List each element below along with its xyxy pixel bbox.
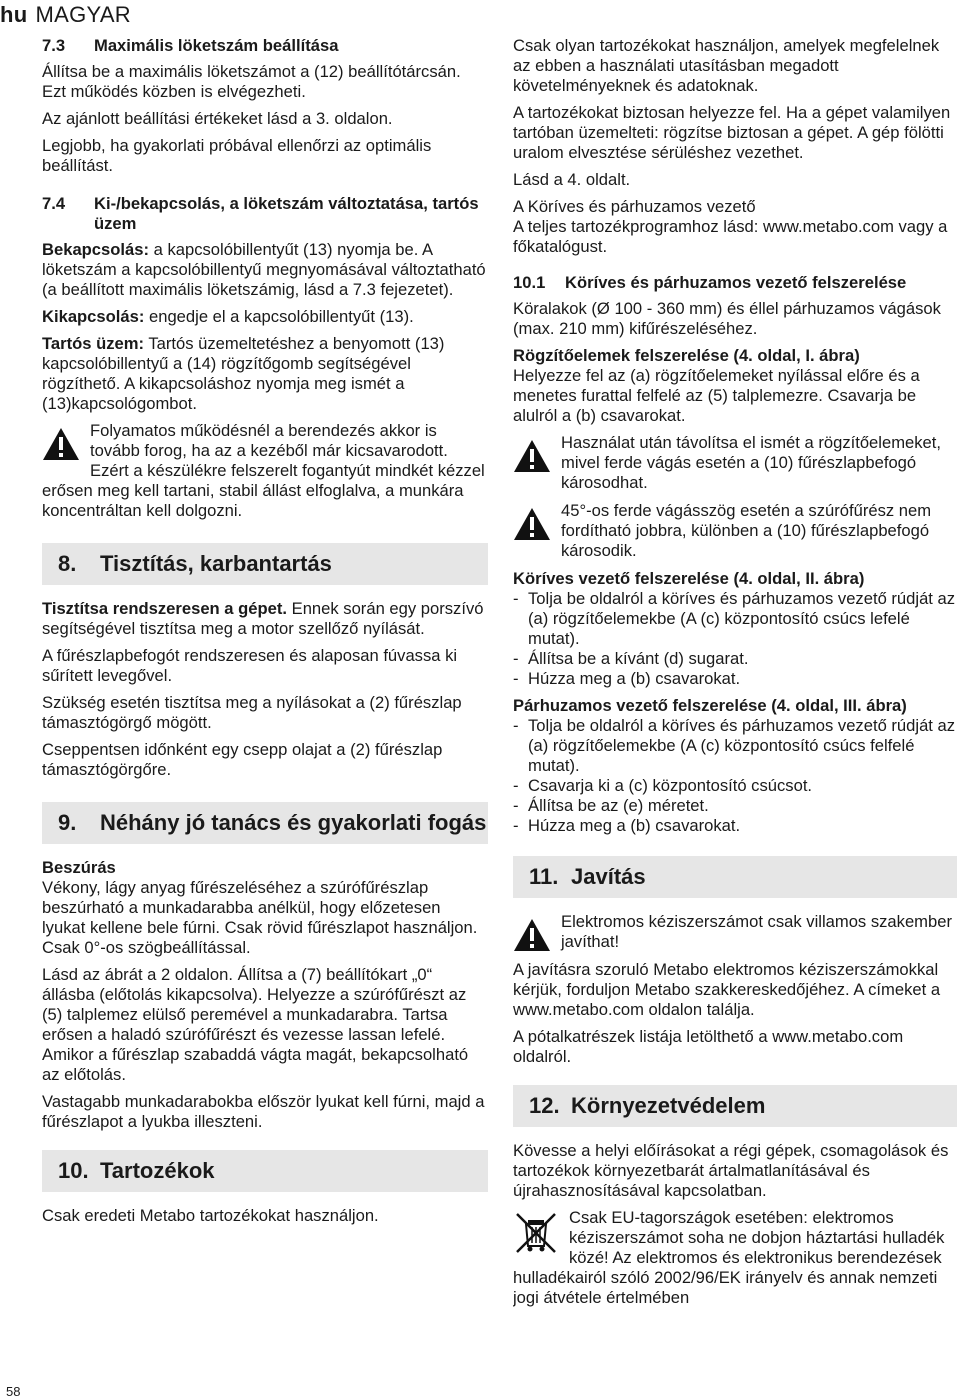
section-12-heading: 12. Környezetvédelem: [513, 1085, 957, 1127]
warning-block: 45°-os ferde vágásszög esetén a szúrófűrész nem fordítható jobbra, különben a (10) fűrészlapbefogó károsodik.: [513, 501, 957, 561]
section-11-heading: 11. Javítás: [513, 856, 957, 898]
subheading: Beszúrás: [42, 858, 116, 877]
language-code: hu: [0, 2, 28, 27]
paragraph: Legjobb, ha gyakorlati próbával ellenőrzi az optimális beállítást.: [42, 136, 432, 175]
paragraph: Vékony, lágy anyag fűrészeléséhez a szúrófűrészlap beszúrható a munkadarabba anélkül, hogy előzetesen lyukat kellene bele fúrni. Csak rövid fűrészlapot használjon. Csak 0°-os szögbeállítással.: [42, 878, 478, 957]
paragraph: Csak eredeti Metabo tartozékokat használjon.: [42, 1206, 379, 1225]
list-item: - Húzza meg a (b) csavarokat.: [513, 816, 741, 835]
paragraph: Köralakok (Ø 100 - 360 mm) és éllel párhuzamos vágások (max. 210 mm) kifűrészeléséhez.: [513, 299, 941, 338]
accessory-item: A Köríves és párhuzamos vezető: [513, 197, 756, 216]
warning-block: Folyamatos működésnél a berendezés akkor is tovább forog, ha az a kezéből már kicsavarodott. Ezért a készülékre felszerelt fogantyút mindkét kézzel erősen meg kell tartani, stabil állást elfoglalva, a munkára koncentráltan kell dolgozni.: [42, 421, 485, 520]
paragraph: A tartozékokat biztosan helyezze fel. Ha a gépet valamilyen tartóban üzemelteti: rögzítse biztosan a gépet. A gép fölötti uralom elvesztése sérüléshez vezethet.: [513, 103, 951, 162]
paragraph: Helyezze fel az (a) rögzítőelemeket nyílással előre és a menetes furattal felfelé az (5) talplemezre. Csavarja be alulról a (b) csavarokat.: [513, 366, 920, 425]
list-item: - Tolja be oldalról a köríves és párhuzamos vezető rúdját az (a) rögzítőelemekbe (A (c) központosító csúcs lefelé mutat).: [513, 589, 956, 648]
language-name: MAGYAR: [35, 2, 131, 27]
section-10-heading: 10. Tartozékok: [42, 1150, 488, 1192]
paragraph: Lásd az ábrát a 2 oldalon. Állítsa a (7) beállítókart „0“ állásba (előtolás kikapcsolva). Helyezze a szúrófűrészt az (5) talplemez elülső peremével a munkadarabra. Tartsa erősen a haladó szúrófűrészt és vezesse lassan lefelé. Amikor a fűrészlap szabaddá vágta magát, bekapcsolható az előtolás.: [42, 965, 469, 1084]
list-item: - Állítsa be a kívánt (d) sugarat.: [513, 649, 749, 668]
list-item: - Állítsa be az (e) méretet.: [513, 796, 709, 815]
warning-triangle-icon: [42, 427, 80, 461]
paragraph: Az ajánlott beállítási értékeket lásd a 3. oldalon.: [42, 109, 393, 128]
subheading: Rögzítőelemek felszerelése (4. oldal, I. ábra): [513, 346, 860, 365]
warning-triangle-icon: [513, 439, 551, 473]
crossed-bin-icon: [513, 1212, 559, 1254]
paragraph: Szükség esetén tisztítsa meg a nyílásokat a (2) fűrészlap támasztógörgő mögött.: [42, 693, 462, 732]
weee-notice: Csak EU-tagországok esetében: elektromos kéziszerszámot soha ne dobjon háztartási hulladék közé! Az elektromos és elektronikus berendezések hulladékairól szóló 2002/96/EK irányelv és annak nemzeti jogi átvétele értelmében: [513, 1208, 945, 1307]
paragraph: A teljes tartozékprogramhoz lásd: www.metabo.com vagy a főkatalógust.: [513, 217, 948, 256]
warning-triangle-icon: [513, 507, 551, 541]
warning-block: Elektromos kéziszerszámot csak villamos szakember javíthat!: [513, 912, 957, 954]
paragraph: A fűrészlapbefogót rendszeresen és alaposan fúvassa ki sűrített levegővel.: [42, 646, 458, 685]
paragraph: Vastagabb munkadarabokba először lyukat kell fúrni, majd a fűrészlapot a lyukba illeszteni.: [42, 1092, 485, 1131]
subheading: Párhuzamos vezető felszerelése (4. oldal, III. ábra): [513, 696, 907, 715]
warning-block: Használat után távolítsa el ismét a rögzítőelemeket, mivel ferde vágás esetén a (10) fűrészlapbefogó károsodhat.: [513, 433, 957, 493]
paragraph: Tisztítsa rendszeresen a gépet. Ennek során egy porszívó segítségével tisztítsa meg a motor szellőző nyílását.: [42, 599, 484, 638]
right-column: [513, 36, 957, 1308]
paragraph: A pótalkatrészek listája letölthető a www.metabo.com oldalról.: [513, 1027, 904, 1066]
paragraph-continuous: Tartós üzem: Tartós üzemeltetéshez a benyomott (13) kapcsolóbillentyű a (14) rögzítőgomb segítségével rögzíthető. A kikapcsoláshoz nyomja meg ismét a (13)kapcsológombot.: [42, 334, 445, 413]
section-7-4-heading: 7.4 Ki-/bekapcsolás, a löketszám változtatása, tartós üzem: [42, 194, 479, 233]
list-item: - Tolja be oldalról a köríves és párhuzamos vezető rúdját az (a) rögzítőelemekbe (A (c) központosító csúcs felfelé mutat).: [513, 716, 956, 775]
paragraph: A javításra szoruló Metabo elektromos kéziszerszámokkal kérjük, forduljon Metabo szakkereskedőjéhez. A címeket a www.metabo.com oldalon találja.: [513, 960, 941, 1019]
paragraph-switch-on: Bekapcsolás: a kapcsolóbillentyűt (13) nyomja be. A löketszám a kapcsolóbillentyű megnyomásával változtatható (a beállított maximális löketszámig, lásd a 7.3 fejezetet).: [42, 240, 486, 299]
left-column: [42, 36, 488, 1233]
paragraph: Cseppentsen időnként egy csepp olajat a (2) fűrészlap támasztógörgőre.: [42, 740, 443, 779]
section-8-heading: 8. Tisztítás, karbantartás: [42, 543, 488, 585]
section-10-1-heading: 10.1 Köríves és párhuzamos vezető felszerelése: [513, 273, 907, 292]
section-9-heading: 9. Néhány jó tanács és gyakorlati fogás: [42, 802, 488, 844]
page-header: [0, 2, 131, 28]
section-7-3-heading: 7.3 Maximális löketszám beállítása: [42, 36, 339, 55]
paragraph: Csak olyan tartozékokat használjon, amelyek megfelelnek az ebben a használati utasításban megadott követelményeknek és adatoknak.: [513, 36, 940, 95]
subheading: Köríves vezető felszerelése (4. oldal, II. ábra): [513, 569, 865, 588]
paragraph: Kövesse a helyi előírásokat a régi gépek, csomagolások és tartozékok környezetbarát ártalmatlanításával és újrahasznosításával kapcsolatban.: [513, 1141, 949, 1200]
paragraph: Lásd a 4. oldalt.: [513, 170, 631, 189]
warning-triangle-icon: [513, 918, 551, 952]
list-item: - Csavarja ki a (c) központosító csúcsot.: [513, 776, 813, 795]
page-number: 58: [6, 1384, 21, 1399]
list-item: - Húzza meg a (b) csavarokat.: [513, 669, 741, 688]
paragraph-switch-off: Kikapcsolás: engedje el a kapcsolóbillentyűt (13).: [42, 307, 414, 326]
paragraph: Állítsa be a maximális löketszámot a (12) beállítótárcsán. Ezt működés közben is elvégezheti.: [42, 62, 461, 101]
